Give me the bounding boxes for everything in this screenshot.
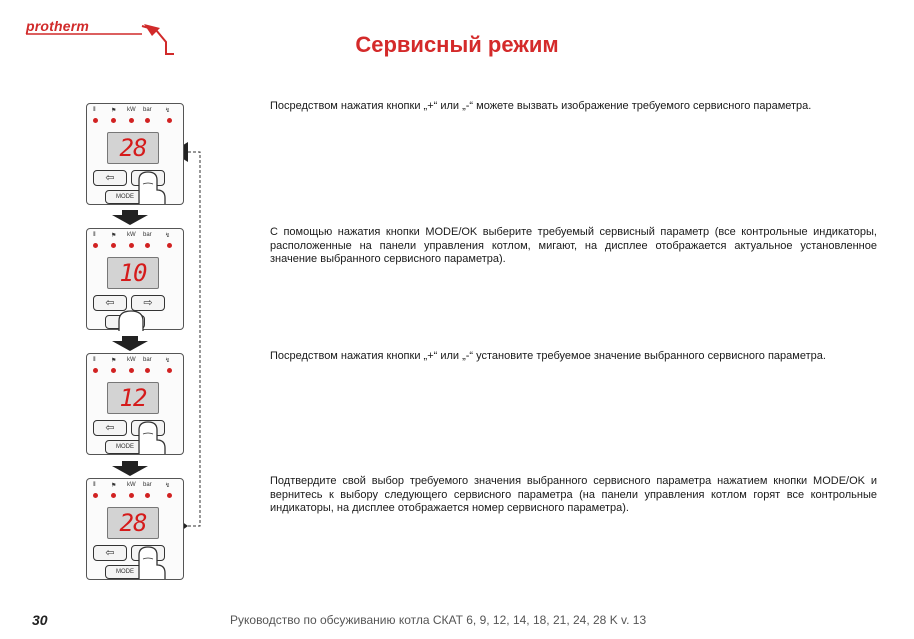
heating-icon: ⫴ [93, 107, 96, 113]
lcd-display [107, 507, 159, 539]
indicator-labels [91, 232, 179, 242]
led [145, 368, 150, 373]
led [145, 243, 150, 248]
tap-icon: ⚑ [111, 108, 117, 114]
step-4-text: Подтвердите свой выбор требуемого значения выбранного сервисного параметра нажатием кнопки MODE/OK и вернитесь к выбору следующего сервисного параметра (на панели управления котлом горят все контрольные индикаторы, на дисплее отображается номер сервисного параметра). [270, 475, 877, 514]
step-1-text: Посредством нажатия кнопки „+“ или „-“ можете вызвать изображение требуемого сервисного параметра. [270, 100, 812, 112]
minus-button[interactable]: ⇦ [93, 295, 127, 311]
kw-label: kW [127, 357, 136, 363]
led [167, 243, 172, 248]
page-number: 30 [32, 612, 48, 628]
led [145, 118, 150, 123]
lcd-display [107, 257, 159, 289]
led-row-blinking [87, 368, 183, 374]
pump-icon: ↯ [165, 108, 171, 114]
indicator-labels [91, 357, 179, 367]
led-row [87, 493, 183, 499]
led [93, 493, 98, 498]
down-arrow-icon [112, 461, 148, 477]
heating-icon: ⫴ [93, 232, 96, 238]
tap-icon: ⚑ [111, 358, 117, 364]
pump-icon: ↯ [165, 483, 171, 489]
display-value: 28 [119, 134, 147, 162]
step-3-text: Посредством нажатия кнопки „+“ или „-“ установите требуемое значение выбранного сервисного параметра. [270, 350, 826, 362]
led [129, 368, 134, 373]
led [129, 118, 134, 123]
led [167, 368, 172, 373]
mode-ok-button[interactable]: MODE [105, 190, 145, 204]
down-arrow-icon [112, 336, 148, 352]
control-panel-step-3 [86, 353, 184, 455]
heating-icon: ⫴ [93, 482, 96, 488]
led-row [87, 118, 183, 124]
pump-icon: ↯ [165, 358, 171, 364]
led [93, 243, 98, 248]
plus-button[interactable]: ⇨ [131, 295, 165, 311]
led [111, 118, 116, 123]
led [129, 243, 134, 248]
kw-label: kW [127, 107, 136, 113]
bar-label: bar [143, 357, 152, 363]
led [145, 493, 150, 498]
bar-label: bar [143, 107, 152, 113]
led [111, 493, 116, 498]
finger-press-icon [115, 309, 151, 331]
led [129, 493, 134, 498]
brand-name: protherm [26, 18, 90, 34]
mode-ok-button[interactable]: MODE [105, 565, 145, 579]
pump-icon: ↯ [165, 233, 171, 239]
lcd-display [107, 132, 159, 164]
control-panel-step-1 [86, 103, 184, 205]
kw-label: kW [127, 232, 136, 238]
led [111, 368, 116, 373]
minus-button[interactable]: ⇦ [93, 170, 127, 186]
kw-label: kW [127, 482, 136, 488]
led [111, 243, 116, 248]
led [93, 118, 98, 123]
control-panel-step-4 [86, 478, 184, 580]
led-row-blinking [87, 243, 183, 249]
finger-press-icon [133, 170, 169, 206]
down-arrow-icon [112, 210, 148, 226]
finger-press-icon [133, 545, 169, 581]
lcd-display [107, 382, 159, 414]
minus-button[interactable]: ⇦ [93, 420, 127, 436]
finger-press-icon [133, 420, 169, 456]
display-value: 12 [119, 384, 147, 412]
tap-icon: ⚑ [111, 483, 117, 489]
display-value: 28 [119, 509, 147, 537]
display-value: 10 [119, 259, 147, 287]
indicator-labels [91, 107, 179, 117]
led [93, 368, 98, 373]
indicator-labels [91, 482, 179, 492]
minus-button[interactable]: ⇦ [93, 545, 127, 561]
bar-label: bar [143, 232, 152, 238]
led [167, 118, 172, 123]
control-panel-step-2 [86, 228, 184, 330]
footer-doc-title: Руководство по обсуживанию котла СКАТ 6, 9, 12, 14, 18, 21, 24, 28 K v. 13 [230, 613, 647, 627]
mode-ok-button[interactable]: MODE [105, 440, 145, 454]
led [167, 493, 172, 498]
bar-label: bar [143, 482, 152, 488]
heating-icon: ⫴ [93, 357, 96, 363]
page-title: Сервисный режим [355, 32, 559, 57]
tap-icon: ⚑ [111, 233, 117, 239]
step-2-text: С помощью нажатия кнопки MODE/OK выберите требуемый сервисный параметр (все контрольные индикаторы, расположенные на панели управления котлом, мигают, на дисплее отображается актуальное установленное значение выбранного сервисного параметра). [270, 226, 877, 265]
